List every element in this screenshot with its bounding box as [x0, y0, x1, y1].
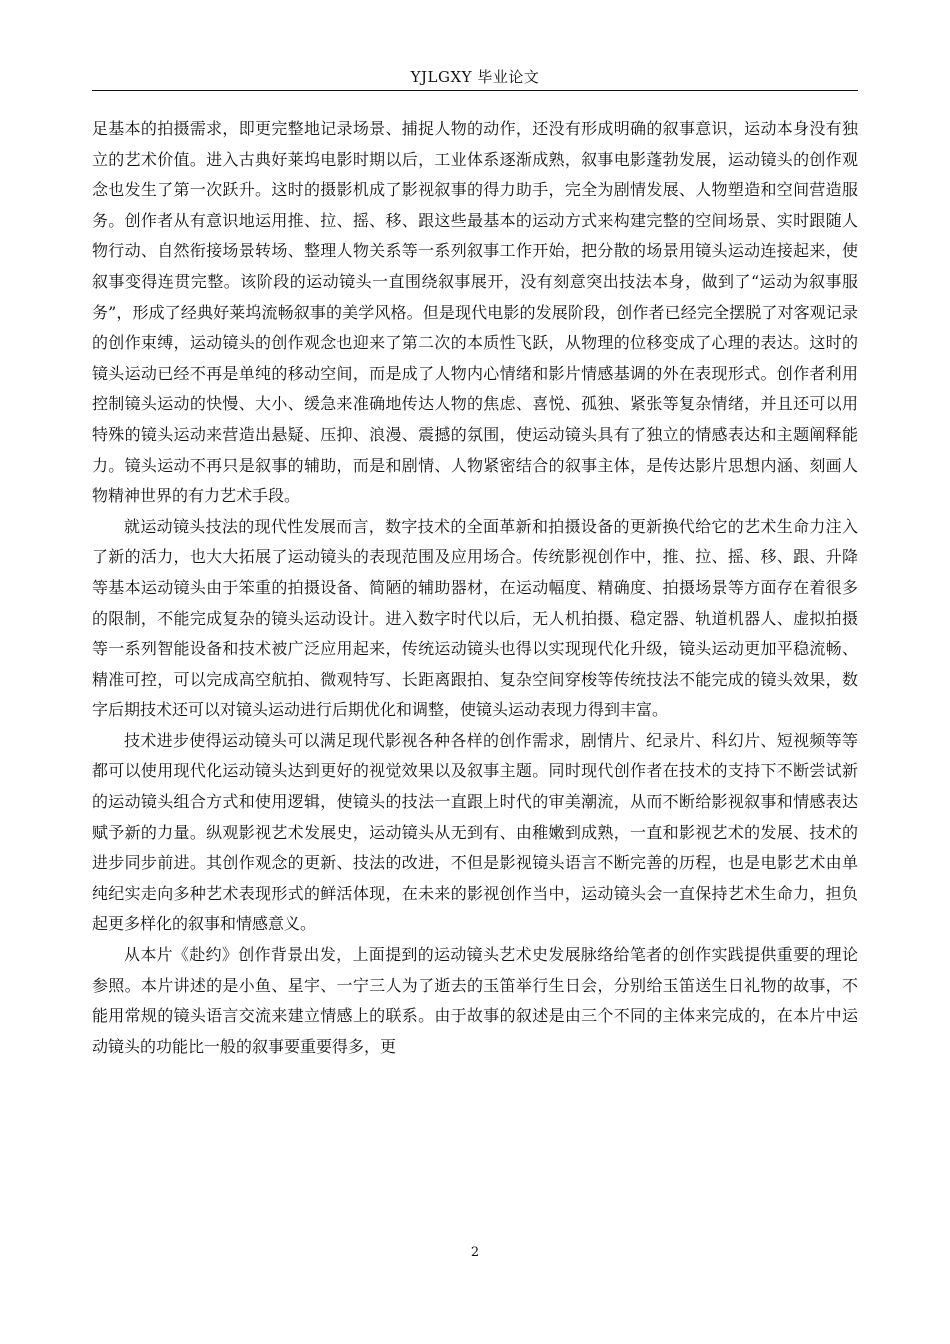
paragraph-1: 足基本的拍摄需求，即更完整地记录场景、捕捉人物的动作，还没有形成明确的叙事意识，运动本身没有独立的艺术价值。进入古典好莱坞电影时期以后，工业体系逐渐成熟，叙事电影蓬勃发展，运动镜头的创作观念也发生了第一次跃升。这时的摄影机成了影视叙事的得力助手，完全为剧情发展、人物塑造和空间营造服务。创作者从有意识地运用推、拉、摇、移、跟这些最基本的运动方式来构建完整的空间场景、实时跟随人物行动、自然衔接场景转场、整理人物关系等一系列叙事工作开始，把分散的场景用镜头运动连接起来，使叙事变得连贯完整。该阶段的运动镜头一直围绕叙事展开，没有刻意突出技法本身，做到了“运动为叙事服务”，形成了经典好莱坞流畅叙事的美学风格。但是现代电影的发展阶段，创作者已经完全摆脱了对客观记录的创作束缚，运动镜头的创作观念也迎来了第二次的本质性飞跃，从物理的位移变成了心理的表达。这时的镜头运动已经不再是单纯的移动空间，而是成了人物内心情绪和影片情感基调的外在表现形式。创作者利用控制镜头运动的快慢、大小、缓急来准确地传达人物的焦虑、喜悦、孤独、紧张等复杂情绪，并且还可以用特殊的镜头运动来营造出悬疑、压抑、浪漫、震撼的氛围，使运动镜头具有了独立的情感表达和主题阐释能力。镜头运动不再只是叙事的辅助，而是和剧情、人物紧密结合的叙事主体，是传达影片思想内涵、刻画人物精神世界的有力艺术手段。	[92, 119, 858, 506]
page-number: 2	[470, 1245, 480, 1260]
page-header-title: YJLGXY 毕业论文	[410, 68, 540, 86]
body-text	[92, 114, 858, 1062]
paragraph-2: 就运动镜头技法的现代性发展而言，数字技术的全面革新和拍摄设备的更新换代给它的艺术生命力注入了新的活力，也大大拓展了运动镜头的表现范围及应用场合。传统影视创作中，推、拉、摇、移、跟、升降等基本运动镜头由于笨重的拍摄设备、简陋的辅助器材，在运动幅度、精确度、拍摄场景等方面存在着很多的限制，不能完成复杂的镜头运动设计。进入数字时代以后，无人机拍摄、稳定器、轨道机器人、虚拟拍摄等一系列智能设备和技术被广泛应用起来，传统运动镜头也得以实现现代化升级，镜头运动更加平稳流畅、精准可控，可以完成高空航拍、微观特写、长距离跟拍、复杂空间穿梭等传统技法不能完成的镜头效果，数字后期技术还可以对镜头运动进行后期优化和调整，使镜头运动表现力得到丰富。	[92, 516, 858, 720]
paragraph-4: 从本片《赴约》创作背景出发，上面提到的运动镜头艺术史发展脉络给笔者的创作实践提供重要的理论参照。本片讲述的是小鱼、星宇、一宁三人为了逝去的玉笛举行生日会，分别给玉笛送生日礼物的故事，不能用常规的镜头语言交流来建立情感上的联系。由于故事的叙述是由三个不同的主体来完成的，在本片中运动镜头的功能比一般的叙事要重要得多，更	[92, 945, 858, 1056]
paragraph-3: 技术进步使得运动镜头可以满足现代影视各种各样的创作需求，剧情片、纪录片、科幻片、短视频等等都可以使用现代化运动镜头达到更好的视觉效果以及叙事主题。同时现代创作者在技术的支持下不断尝试新的运动镜头组合方式和使用逻辑，使镜头的技法一直跟上时代的审美潮流，从而不断给影视叙事和情感表达赋予新的力量。纵观影视艺术发展史，运动镜头从无到有、由稚嫩到成熟，一直和影视艺术的发展、技术的进步同步前进。其创作观念的更新、技法的改进，不但是影视镜头语言不断完善的历程，也是电影艺术由单纯纪实走向多种艺术表现形式的鲜活体现，在未来的影视创作当中，运动镜头会一直保持艺术生命力，担负起更多样化的叙事和情感意义。	[92, 730, 858, 934]
header-divider	[92, 90, 858, 91]
